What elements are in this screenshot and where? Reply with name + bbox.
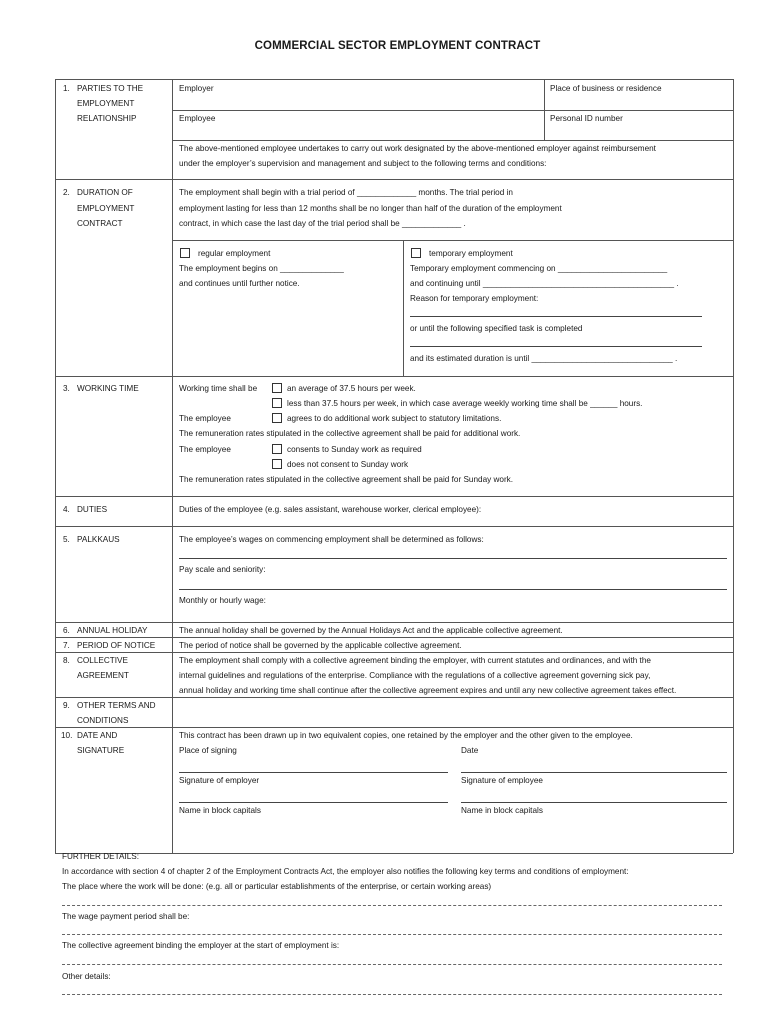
section-number: 8. bbox=[63, 656, 70, 665]
pay-scale-label: Pay scale and seniority: bbox=[179, 565, 266, 574]
average-hours-label: an average of 37.5 hours per week. bbox=[287, 384, 416, 393]
section-label: PERIOD OF NOTICE bbox=[77, 641, 156, 650]
sunday-no-consent-checkbox[interactable] bbox=[272, 459, 282, 469]
annual-holiday-text: The annual holiday shall be governed by the Annual Holidays Act and the applicable collective agreement. bbox=[179, 626, 563, 635]
trial-period-text: employment lasting for less than 12 months shall be no longer than half of the duration of the employment bbox=[179, 204, 562, 213]
place-of-signing-label: Place of signing bbox=[179, 746, 237, 755]
other-terms-field[interactable] bbox=[173, 698, 732, 726]
parties-text: under the employer’s supervision and management and subject to the following terms and conditions: bbox=[179, 159, 547, 168]
employee-name-label: Name in block capitals bbox=[461, 806, 543, 815]
row-divider bbox=[172, 240, 733, 241]
work-place-label: The place where the work will be done: (e.g. all or particular establishments of the enterprise, or certain working areas) bbox=[62, 882, 492, 891]
section-divider bbox=[55, 622, 733, 623]
estimated-duration-text: and its estimated duration is until _______________________________ . bbox=[410, 354, 678, 363]
section-divider bbox=[55, 179, 733, 180]
section-label: OTHER TERMS AND bbox=[77, 701, 156, 710]
temporary-employment-checkbox[interactable] bbox=[411, 248, 421, 258]
temporary-reason-line[interactable] bbox=[410, 316, 702, 317]
further-details-heading: FURTHER DETAILS: bbox=[62, 852, 140, 861]
table-border-right bbox=[733, 79, 734, 853]
section-divider bbox=[55, 637, 733, 638]
temporary-until-text: and continuing until __________________________________________ . bbox=[410, 279, 679, 288]
section-number: 7. bbox=[63, 641, 70, 650]
row-divider bbox=[172, 140, 733, 141]
specified-task-line[interactable] bbox=[410, 346, 702, 347]
duties-field[interactable]: Duties of the employee (e.g. sales assistant, warehouse worker, clerical employee): bbox=[179, 505, 482, 514]
less-hours-label: less than 37.5 hours per week, in which case average weekly working time shall be ______ hours. bbox=[287, 399, 643, 408]
section-label: WORKING TIME bbox=[77, 384, 139, 393]
personal-id-field[interactable]: Personal ID number bbox=[550, 114, 623, 123]
employee-label: The employee bbox=[179, 414, 231, 423]
section-number: 9. bbox=[63, 701, 70, 710]
place-of-business-field[interactable]: Place of business or residence bbox=[550, 84, 662, 93]
employer-name-line[interactable] bbox=[179, 802, 448, 803]
section-label: DATE AND bbox=[77, 731, 118, 740]
employer-name-label: Name in block capitals bbox=[179, 806, 261, 815]
regular-start-text: The employment begins on ______________ bbox=[179, 264, 344, 273]
other-details-line[interactable] bbox=[62, 994, 722, 995]
section-label: EMPLOYMENT bbox=[77, 99, 135, 108]
temporary-reason-label: Reason for temporary employment: bbox=[410, 294, 539, 303]
section-label: CONTRACT bbox=[77, 219, 123, 228]
section-label: DUTIES bbox=[77, 505, 108, 514]
section-number: 3. bbox=[63, 384, 70, 393]
section-divider bbox=[55, 376, 733, 377]
section-label: COLLECTIVE bbox=[77, 656, 128, 665]
wage-period-line[interactable] bbox=[62, 934, 722, 935]
employer-signature-line[interactable] bbox=[179, 772, 448, 773]
section-label: CONDITIONS bbox=[77, 716, 129, 725]
wages-text: The employee’s wages on commencing employment shall be determined as follows: bbox=[179, 535, 484, 544]
section-label: ANNUAL HOLIDAY bbox=[77, 626, 148, 635]
collective-agreement-line[interactable] bbox=[62, 964, 722, 965]
less-hours-checkbox[interactable] bbox=[272, 398, 282, 408]
work-place-line[interactable] bbox=[62, 905, 722, 906]
section-label: DURATION OF bbox=[77, 188, 133, 197]
section-number: 4. bbox=[63, 505, 70, 514]
wage-period-label: The wage payment period shall be: bbox=[62, 912, 190, 921]
section-label: AGREEMENT bbox=[77, 671, 129, 680]
section-label: EMPLOYMENT bbox=[77, 204, 135, 213]
regular-employment-label: regular employment bbox=[198, 249, 271, 258]
employee-signature-label: Signature of employee bbox=[461, 776, 543, 785]
row-divider bbox=[172, 110, 733, 111]
employer-signature-label: Signature of employer bbox=[179, 776, 260, 785]
section-label: PALKKAUS bbox=[77, 535, 120, 544]
trial-period-text: contract, in which case the last day of the trial period shall be _____________ . bbox=[179, 219, 466, 228]
additional-work-checkbox[interactable] bbox=[272, 413, 282, 423]
section-divider bbox=[55, 652, 733, 653]
sunday-no-consent-label: does not consent to Sunday work bbox=[287, 460, 409, 469]
section-divider bbox=[55, 526, 733, 527]
average-hours-checkbox[interactable] bbox=[272, 383, 282, 393]
cell-divider bbox=[403, 240, 404, 376]
section-number: 6. bbox=[63, 626, 70, 635]
other-details-label: Other details: bbox=[62, 972, 111, 981]
table-border-left bbox=[55, 79, 56, 853]
table-border-bottom bbox=[55, 853, 733, 854]
regular-employment-checkbox[interactable] bbox=[180, 248, 190, 258]
employee-label: The employee bbox=[179, 445, 231, 454]
remuneration-additional-text: The remuneration rates stipulated in the collective agreement shall be paid for additional work. bbox=[179, 429, 521, 438]
pay-scale-line[interactable] bbox=[179, 589, 727, 590]
employer-field[interactable]: Employer bbox=[179, 84, 214, 93]
collective-agreement-text: internal guidelines and regulations of the enterprise. Compliance with the regulations of a collective agreement governing sick pay, bbox=[179, 671, 651, 680]
additional-work-label: agrees to do additional work subject to statutory limitations. bbox=[287, 414, 502, 423]
employee-name-line[interactable] bbox=[461, 802, 727, 803]
label-column-divider bbox=[172, 79, 173, 853]
section-number: 10. bbox=[61, 731, 73, 740]
section-number: 2. bbox=[63, 188, 70, 197]
temporary-employment-label: temporary employment bbox=[429, 249, 513, 258]
remuneration-sunday-text: The remuneration rates stipulated in the collective agreement shall be paid for Sunday work. bbox=[179, 475, 514, 484]
section-number: 5. bbox=[63, 535, 70, 544]
wage-label: Monthly or hourly wage: bbox=[179, 596, 266, 605]
sunday-consent-label: consents to Sunday work as required bbox=[287, 445, 422, 454]
section-label: SIGNATURE bbox=[77, 746, 125, 755]
section-label: RELATIONSHIP bbox=[77, 114, 137, 123]
collective-agreement-label: The collective agreement binding the employer at the start of employment is: bbox=[62, 941, 340, 950]
copies-text: This contract has been drawn up in two equivalent copies, one retained by the employer and the other given to the employee. bbox=[179, 731, 633, 740]
page-title: COMMERCIAL SECTOR EMPLOYMENT CONTRACT bbox=[254, 40, 541, 52]
table-border-top bbox=[55, 79, 733, 80]
collective-agreement-text: The employment shall comply with a collective agreement binding the employer, with current statutes and ordinances, and with the bbox=[179, 656, 651, 665]
section-divider bbox=[55, 727, 733, 728]
notice-period-text: The period of notice shall be governed by the applicable collective agreement. bbox=[179, 641, 462, 650]
section-divider bbox=[55, 496, 733, 497]
wages-line[interactable] bbox=[179, 558, 727, 559]
employee-signature-line[interactable] bbox=[461, 772, 727, 773]
employee-field[interactable]: Employee bbox=[179, 114, 216, 123]
temporary-start-text: Temporary employment commencing on ________________________ bbox=[410, 264, 668, 273]
collective-agreement-text: annual holiday and working time shall continue after the collective agreement expires and until any new collective agreement takes effect. bbox=[179, 686, 677, 695]
sunday-consent-checkbox[interactable] bbox=[272, 444, 282, 454]
section-label: PARTIES TO THE bbox=[77, 84, 144, 93]
specified-task-label: or until the following specified task is completed bbox=[410, 324, 583, 333]
further-details-intro: In accordance with section 4 of chapter 2 of the Employment Contracts Act, the employer also notifies the following key terms and conditions of employment: bbox=[62, 867, 629, 876]
trial-period-text: The employment shall begin with a trial period of _____________ months. The trial period in bbox=[179, 188, 513, 197]
parties-text: The above-mentioned employee undertakes to carry out work designated by the above-mentioned employer against reimbursement bbox=[179, 144, 656, 153]
section-number: 1. bbox=[63, 84, 70, 93]
cell-divider bbox=[544, 79, 545, 140]
date-label: Date bbox=[461, 746, 479, 755]
regular-continue-text: and continues until further notice. bbox=[179, 279, 300, 288]
working-time-label: Working time shall be bbox=[179, 384, 258, 393]
